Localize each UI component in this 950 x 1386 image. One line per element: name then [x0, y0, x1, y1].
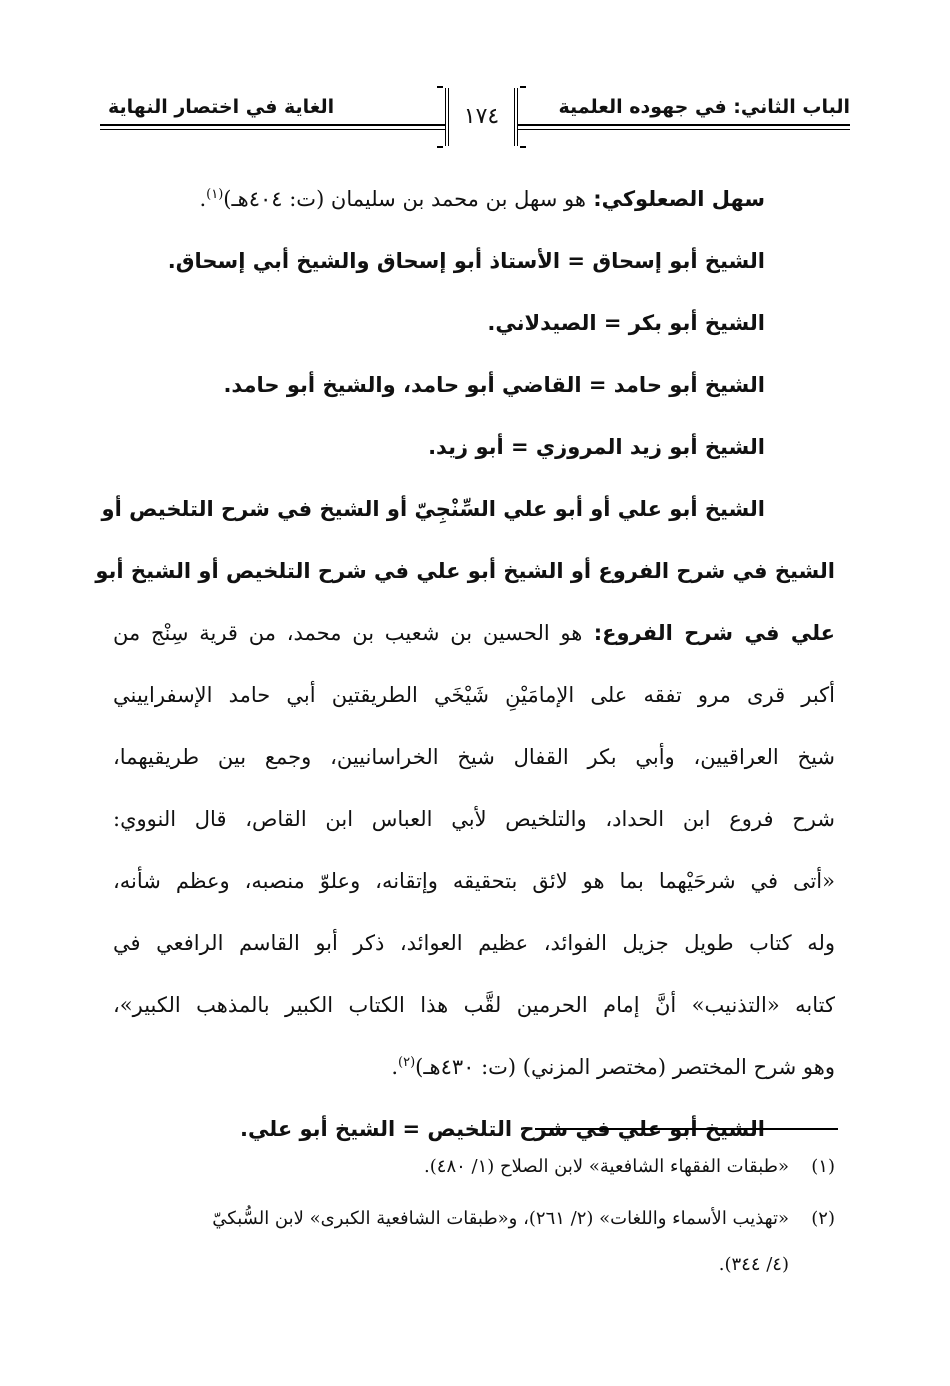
- entry-sahl: [113, 168, 835, 230]
- entry-term: سهل الصعلوكي:: [585, 187, 765, 211]
- footnote-ref: (١): [206, 187, 224, 202]
- book-title: الغاية في اختصار النهاية: [108, 96, 335, 118]
- text-line: وله كتاب طويل جزيل الفوائد، عظيم العوائد، ذكر أبو القاسم الرافعي في: [113, 931, 835, 955]
- footnote-number: (٢): [811, 1208, 835, 1229]
- period: .: [391, 1055, 398, 1079]
- entry-abu-bakr: الشيخ أبو بكر = الصيدلاني.: [487, 311, 765, 335]
- entry-abu-hamid: الشيخ أبو حامد = القاضي أبو حامد، والشيخ أبو حامد.: [223, 373, 765, 397]
- entry-abu-zayd: الشيخ أبو زيد المروزي = أبو زيد.: [428, 435, 765, 459]
- footnote-2: [113, 1194, 835, 1244]
- footnote-number: (١): [811, 1156, 835, 1177]
- entry-abu-ali-2: الشيخ في شرح الفروع أو الشيخ أبو علي في شرح التلخيص أو الشيخ أبو: [95, 559, 835, 583]
- text-line: كتابه «التذنيب» أنَّ إمام الحرمين لقَّب هذا الكتاب الكبير بالمذهب الكبير»،: [113, 993, 835, 1017]
- main-text: [95, 168, 835, 1160]
- page-header: [100, 86, 850, 156]
- entry-abu-ishaq: الشيخ أبو إسحاق = الأستاذ أبو إسحاق والشيخ أبي إسحاق.: [167, 249, 765, 273]
- footnote-2-cont: [113, 1240, 835, 1290]
- entry-abu-ali-talkhis: الشيخ أبو علي في شرح التلخيص = الشيخ أبو علي.: [240, 1117, 765, 1141]
- footnote-text: «تهذيب الأسماء واللغات» (٢/ ٢٦١)، و«طبقات الشافعية الكبرى» لابن السُّبكيّ: [212, 1208, 789, 1229]
- text-span: وهو شرح المختصر (مختصر المزني) (ت: ٤٣٠هـ): [415, 1055, 835, 1079]
- footnote-text: «طبقات الفقهاء الشافعية» لابن الصلاح (١/ ٤٨٠).: [424, 1156, 789, 1177]
- text-line: «أتى في شرحَيْهما بما هو لائق بتحقيقه وإتقانه، وعلوّ منصبه، وعظم شأنه،: [113, 869, 835, 893]
- text-line: شيخ العراقيين، وأبي بكر القفال شيخ الخراسانيين، وجمع بين طريقيهما،: [113, 745, 835, 769]
- entry-def: هو الحسين بن شعيب بن محمد، من قرية سِنْج من: [113, 621, 583, 645]
- footnote-ref: (٢): [398, 1055, 416, 1070]
- entry-term: علي في شرح الفروع:: [582, 621, 835, 645]
- page-number: ١٧٤: [445, 88, 518, 146]
- footnote-rule: [535, 1128, 838, 1130]
- footnote-1: [113, 1142, 835, 1192]
- entry-abu-ali-3: [113, 602, 835, 664]
- entry-abu-ali-1: الشيخ أبو علي أو أبو علي السِّنْجِيّ أو الشيخ في شرح التلخيص أو: [101, 497, 765, 521]
- period: .: [199, 187, 207, 211]
- entry-def: هو سهل بن محمد بن سليمان (ت: ٤٠٤هـ): [223, 187, 586, 211]
- text-line: أكبر قرى مرو تفقه على الإمامَيْنِ شَيْخَي الطريقتين أبي حامد الإسفراييني: [113, 683, 835, 707]
- chapter-title: الباب الثاني: في جهوده العلمية: [558, 96, 850, 118]
- text-line: شرح فروع ابن الحداد، والتلخيص لأبي العباس ابن القاص، قال النووي:: [113, 807, 835, 831]
- text-line: [113, 1036, 835, 1098]
- footnote-text: (٤/ ٣٤٤).: [718, 1254, 789, 1275]
